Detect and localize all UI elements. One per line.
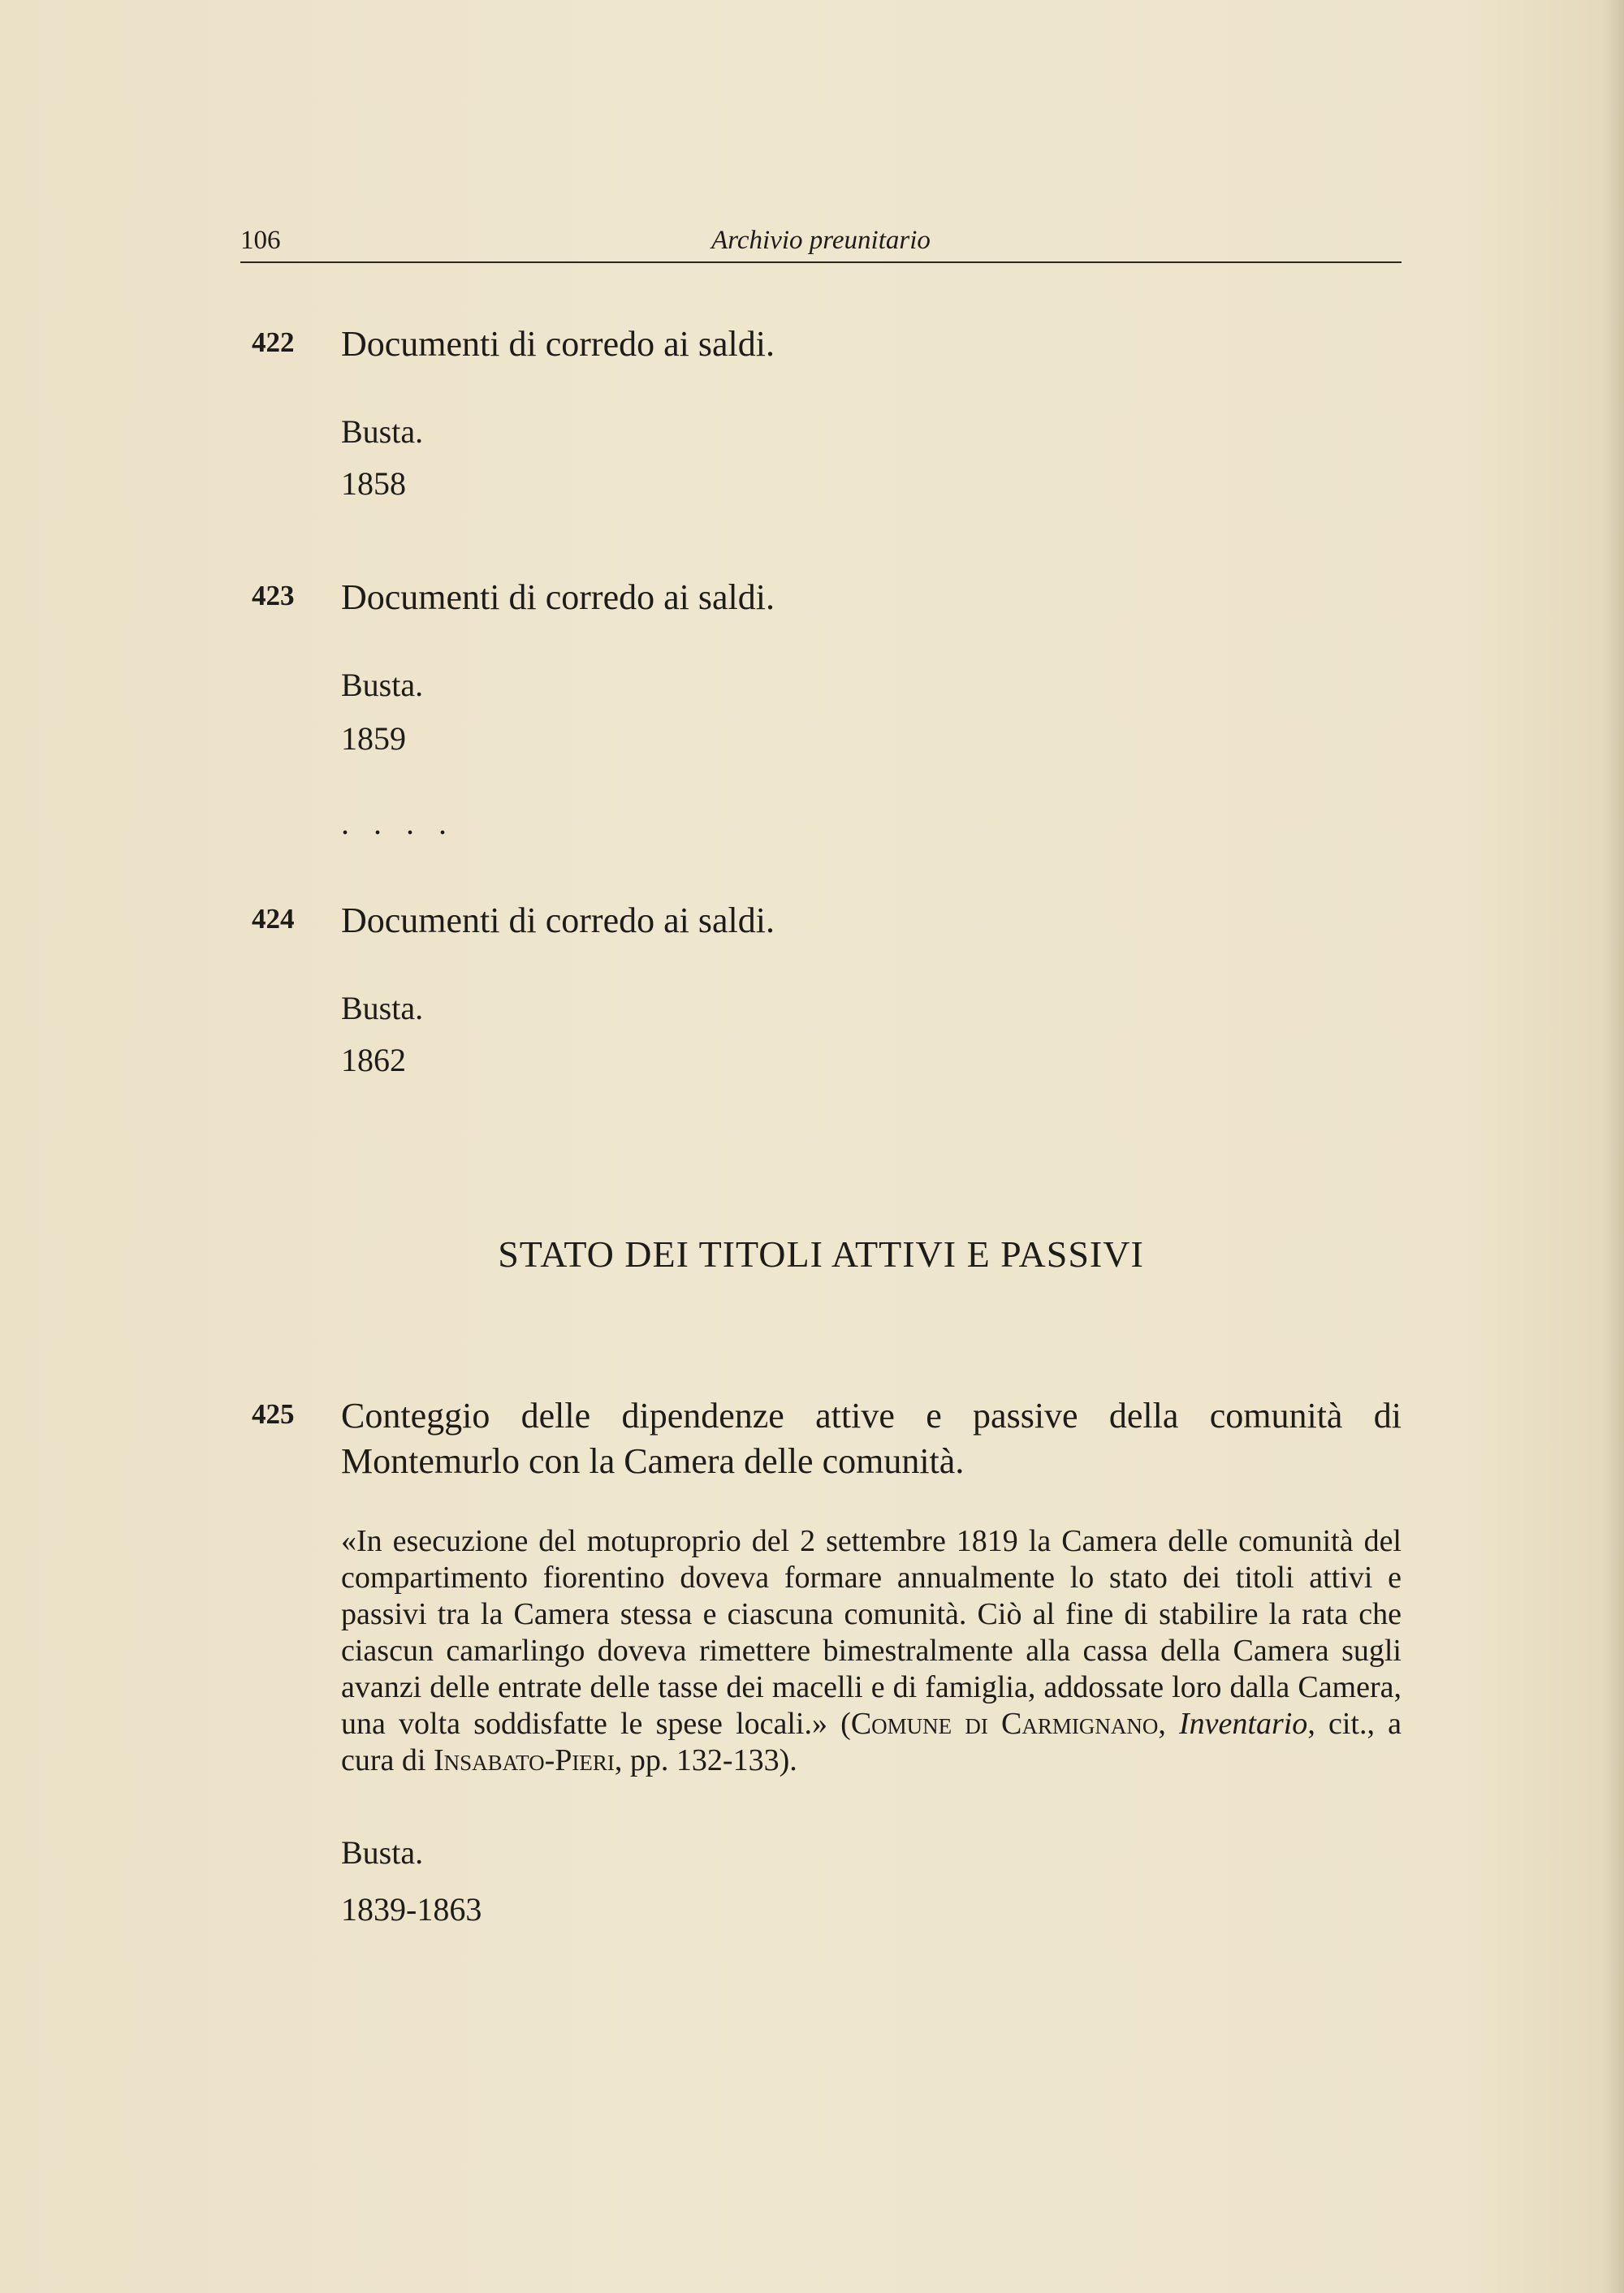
entry-number: 425 [252, 1398, 295, 1430]
entry-number: 422 [252, 326, 295, 358]
note-quote: «In esecuzione del motuproprio del 2 settembre 1819 la Camera delle comunità del compartimento fiorentino doveva formare annualmente lo stato dei titoli attivi e passivi tra la Camera stessa e ciascuna comunità. Ciò al fine di stabilire la rata che ciascun camarlingo doveva rimettere bimestralmente alla cassa della Camera sugli avanzi delle entrate delle tasse dei macelli e di famiglia, addossate loro dalla Camera, una volta soddisfatte le spese locali.» [341, 1524, 1402, 1741]
entry-number: 424 [252, 903, 295, 935]
entry-type: Busta. [341, 1834, 424, 1871]
header-rule [240, 261, 1402, 263]
entry-date: 1862 [341, 1042, 406, 1078]
note-work: Inventario [1179, 1707, 1308, 1741]
entry-date: 1839-1863 [341, 1891, 482, 1928]
entry-type: Busta. [341, 413, 424, 450]
entry-title: Documenti di corredo ai saldi. [341, 577, 775, 617]
note-pages: , pp. 132-133). [614, 1743, 797, 1777]
entry-note [341, 1523, 1402, 1779]
note-source: Comune di Carmignano [850, 1707, 1159, 1741]
page-header [240, 221, 1402, 263]
section-heading: STATO DEI TITOLI ATTIVI E PASSIVI [498, 1233, 1144, 1275]
entry-date: 1858 [341, 465, 406, 502]
note-open: ( [827, 1707, 851, 1741]
entry-type: Busta. [341, 667, 424, 703]
entry-title: Conteggio delle dipendenze attive e passive della comunità di Montemurlo con la Camera delle comunità. [341, 1396, 1402, 1481]
note-editors: Insabato-Pieri [433, 1743, 615, 1777]
omission-dots: . . . . [341, 805, 455, 841]
note-sep: , [1158, 1707, 1180, 1741]
page-number: 106 [240, 226, 281, 255]
note-mid: , cit., a cura di [341, 1707, 1402, 1777]
entry-title: Documenti di corredo ai saldi. [341, 900, 775, 940]
entry-date: 1859 [341, 720, 406, 757]
page-edge-shadow [1603, 0, 1624, 2293]
entry-number: 423 [252, 580, 295, 611]
running-title: Archivio preunitario [711, 226, 931, 255]
entry-type: Busta. [341, 990, 424, 1026]
entry-title: Documenti di corredo ai saldi. [341, 324, 775, 364]
